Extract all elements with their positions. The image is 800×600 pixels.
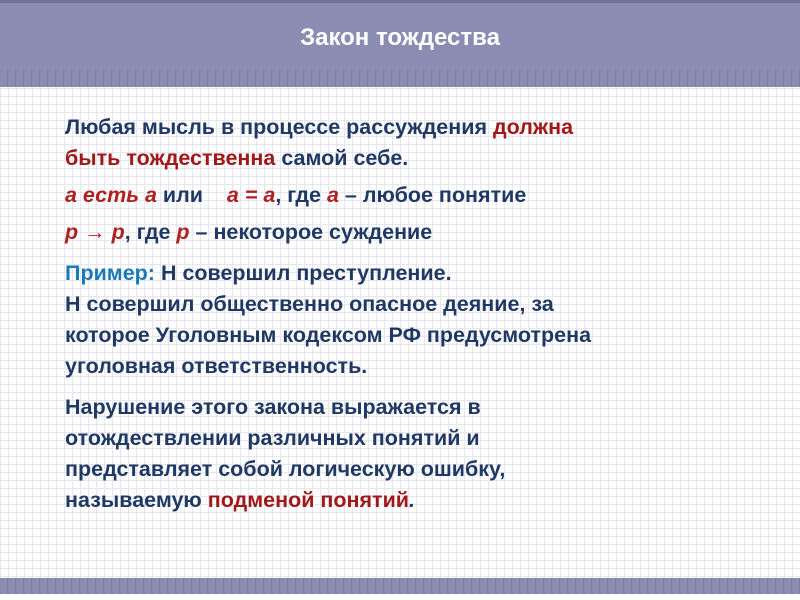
formula-judgement-line	[65, 217, 755, 248]
definition-text-2: самой себе.	[275, 146, 409, 170]
definition-text-1: Любая мысль в процессе рассуждения	[65, 115, 493, 139]
definition-emphasis-1: должна	[492, 115, 574, 139]
violation-text-1: Нарушение этого закона выражается в	[65, 395, 481, 419]
decorative-stripe-bottom	[0, 578, 800, 594]
slide-body	[65, 112, 755, 516]
violation-paragraph	[65, 392, 755, 516]
formula-variable-p: р	[176, 220, 190, 244]
violation-text-4: называемую	[65, 488, 208, 512]
definition-emphasis-2: быть тождественна	[65, 146, 276, 170]
example-text-1: Н совершил преступление.	[154, 261, 452, 285]
decorative-stripe-top	[0, 70, 800, 87]
definition-paragraph	[65, 112, 755, 174]
violation-emphasis: подменой понятий	[207, 488, 410, 512]
slide-header	[0, 0, 800, 70]
violation-text-3: представляет собой логическую ошибку,	[65, 457, 506, 481]
formula-judgement-desc: – некоторое суждение	[189, 220, 433, 244]
bottom-border	[0, 594, 800, 600]
formula-a-equals-a: а = а	[226, 183, 276, 207]
example-label: Пример:	[65, 261, 155, 285]
example-text-4: уголовная ответственность.	[65, 354, 368, 378]
example-paragraph	[65, 258, 755, 382]
example-text-2: Н совершил общественно опасное деяние, за	[65, 292, 554, 316]
formula-concept-desc: – любое понятие	[338, 183, 527, 207]
slide-title: Закон тождества	[300, 23, 500, 51]
formula-p-right: р	[111, 220, 125, 244]
formula-where-2: , где	[124, 220, 177, 244]
formula-a-is-a: а есть а	[65, 183, 157, 207]
violation-text-2: отождествлении различных понятий и	[65, 426, 480, 450]
formula-p-left: р	[65, 220, 79, 244]
example-text-3: которое Уголовным кодексом РФ предусмотрена	[65, 323, 592, 347]
formula-variable-a: а	[326, 183, 339, 207]
formula-concept-line	[65, 180, 755, 211]
arrow-icon: →	[78, 220, 112, 244]
violation-period: .	[409, 488, 415, 512]
formula-or: или	[156, 183, 227, 207]
formula-where: , где	[275, 183, 327, 207]
